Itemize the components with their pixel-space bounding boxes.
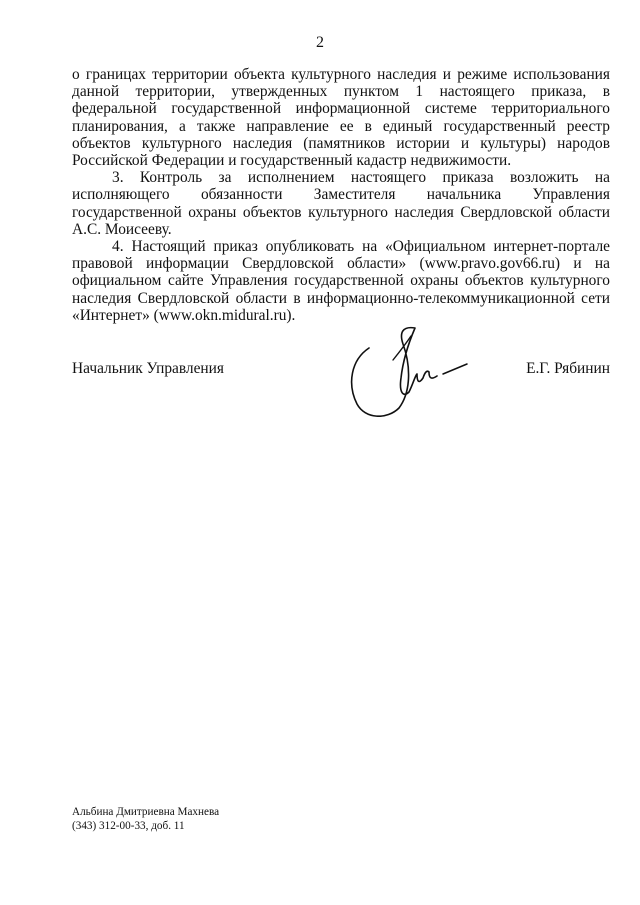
page-number: 2 [316, 34, 324, 51]
signer-position: Начальник Управления [72, 360, 224, 377]
paragraph-4-publication: 4. Настоящий приказ опубликовать на «Официальном интернет-портале правовой информации Свердловской области» (www.pravo.gov66.ru) и на официальном сайте Управления государственной охраны объектов культурного наследия Свердловской области в информационно-телекоммуникационной сети «Интернет» (www.okn.midural.ru). [72, 238, 610, 324]
executor-name: Альбина Дмитриевна Махнева [72, 806, 220, 818]
executor-footer [72, 805, 219, 833]
paragraph-continuation: о границах территории объекта культурного наследия и режиме использования данной территории, утвержденных пунктом 1 настоящего приказа, в федеральной государственной информационной системе территориального планирования, а также направление ее в единый государственный реестр объектов культурного наследия (памятников истории и культуры) народов Российской Федерации и государственный кадастр недвижимости. [72, 66, 610, 170]
signer-name: Е.Г. Рябинин [526, 360, 610, 377]
handwritten-signature [345, 322, 480, 422]
paragraph-3-control: 3. Контроль за исполнением настоящего приказа возложить на исполняющего обязанности Заместителя начальника Управления государственной охраны объектов культурного наследия Свердловской области А.С. Моисееву. [72, 169, 610, 238]
executor-phone: (343) 312-00-33, доб. 11 [72, 820, 185, 832]
document-body [72, 66, 610, 324]
